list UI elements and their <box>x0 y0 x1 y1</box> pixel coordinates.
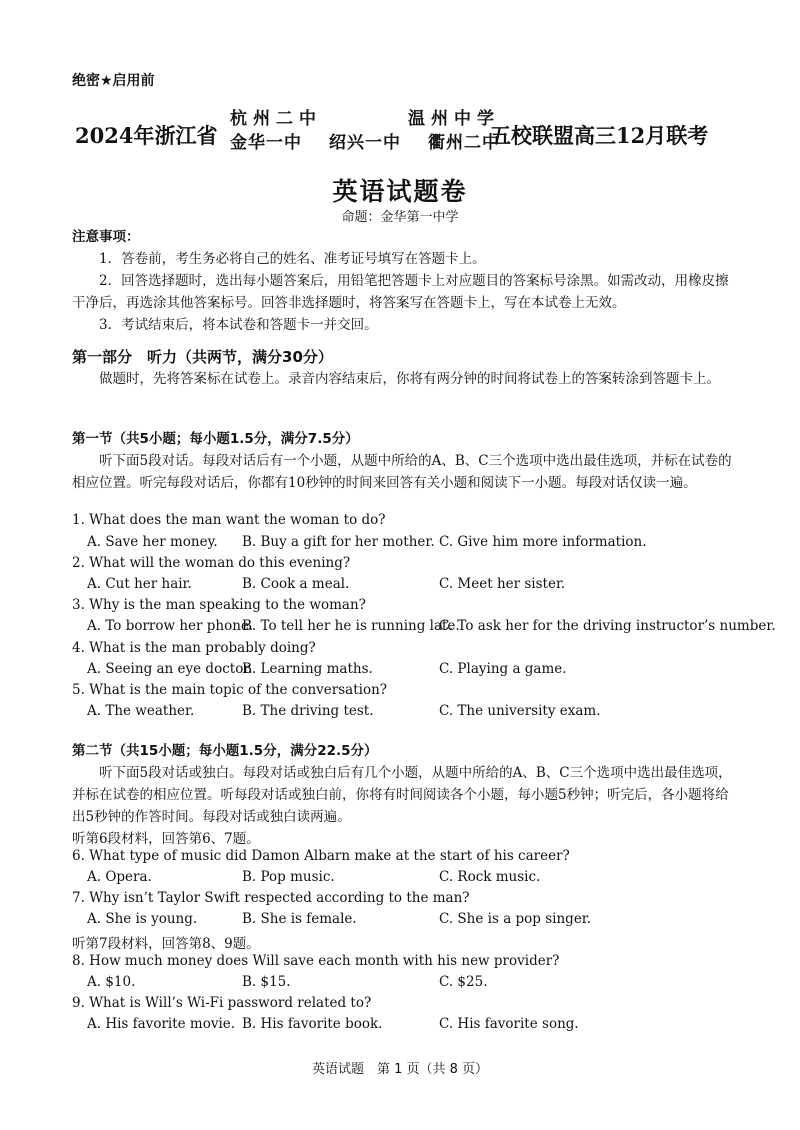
option-b: B. The driving test. <box>242 703 374 719</box>
options-3 <box>87 618 776 638</box>
options-1 <box>87 534 747 554</box>
option-c: C. To ask her for the driving instructor’s number. <box>439 618 776 634</box>
option-c: C. Meet her sister. <box>439 576 566 592</box>
question-3: 3. Why is the man speaking to the woman? <box>72 597 366 613</box>
option-b: B. $15. <box>242 974 291 990</box>
question-6: 6. What type of music did Damon Albarn make at the start of his career? <box>72 848 570 864</box>
notes-heading: 注意事项： <box>72 229 140 245</box>
option-c: C. $25. <box>439 974 488 990</box>
options-4 <box>87 661 747 681</box>
option-b: B. She is female. <box>242 911 357 927</box>
material-instruction: 听第6段材料，回答第6、7题。 <box>72 831 260 847</box>
header-union-exam: 五校联盟高三12月联考 <box>490 123 709 148</box>
options-6 <box>87 869 747 889</box>
options-9 <box>87 1016 747 1036</box>
note-item: 3．考试结束后，将本试卷和答题卡一并交回。 <box>99 317 378 333</box>
option-c: C. Rock music. <box>439 869 541 885</box>
part1-title: 第一部分 听力（共两节，满分30分） <box>72 348 333 366</box>
notes-section <box>72 226 734 336</box>
note-item: 2．回答选择题时，选出每小题答案后，用铅笔把答题卡上对应题目的答案标号涂黑。如需改动，用橡皮擦干净后，再选涂其他答案标号。回答非选择题时，将答案写在答题卡上，写在本试卷上无效。 <box>72 273 729 311</box>
option-b: B. Learning maths. <box>242 661 373 677</box>
page-title: 英语试题卷 <box>332 177 468 206</box>
school-name: 杭州二中 <box>230 109 322 129</box>
option-a: A. Seeing an eye doctor. <box>87 661 253 677</box>
school-name: 金华一中 <box>230 133 302 153</box>
question-5: 5. What is the main topic of the conversation? <box>72 682 388 698</box>
options-7 <box>87 911 747 931</box>
option-b: B. His favorite book. <box>242 1016 383 1032</box>
option-a: A. Save her money. <box>87 534 218 550</box>
school-name: 衢州二中 <box>428 133 500 153</box>
confidential-label: 绝密★启用前 <box>72 73 155 89</box>
question-1: 1. What does the man want the woman to do? <box>72 512 386 528</box>
option-b: B. Buy a gift for her mother. <box>242 534 435 550</box>
option-b: B. Cook a meal. <box>242 576 350 592</box>
section2-intro: 听下面5段对话或独白。每段对话或独白后有几个小题，从题中所给的A、B、C三个选项中选出最佳选项，并标在试卷的相应位置。听每段对话或独白前，你将有时间阅读各个小题，每小题5秒钟；听完后，各小题将给出5秒钟的作答时间。每段对话或独白读两遍。 <box>72 765 732 825</box>
material-instruction: 听第7段材料，回答第8、9题。 <box>72 936 260 952</box>
options-8 <box>87 974 747 994</box>
question-8: 8. How much money does Will save each month with his new provider? <box>72 953 560 969</box>
question-7: 7. Why isn’t Taylor Swift respected according to the man? <box>72 890 470 906</box>
section1-title: 第一节（共5小题；每小题1.5分，满分7.5分） <box>72 431 359 447</box>
section1-intro: 听下面5段对话。每段对话后有一个小题，从题中所给的A、B、C三个选项中选出最佳选项，并标在试卷的相应位置。听完每段对话后，你都有10秒钟的时间来回答有关小题和阅读下一小题。每段对话仅读一遍。 <box>72 453 732 491</box>
option-c: C. His favorite song. <box>439 1016 579 1032</box>
options-2 <box>87 576 747 596</box>
option-c: C. She is a pop singer. <box>439 911 592 927</box>
section1 <box>72 428 734 494</box>
part1-section <box>72 346 734 390</box>
option-c: C. Playing a game. <box>439 661 567 677</box>
school-name: 绍兴一中 <box>329 133 401 153</box>
option-a: A. The weather. <box>87 703 195 719</box>
part1-intro: 做题时，先将答案标在试卷上。录音内容结束后，你将有两分钟的时间将试卷上的答案转涂到答题卡上。 <box>99 371 720 387</box>
option-a: A. Opera. <box>87 869 152 885</box>
question-2: 2. What will the woman do this evening? <box>72 555 351 571</box>
option-c: C. Give him more information. <box>439 534 647 550</box>
option-b: B. To tell her he is running late. <box>242 618 460 634</box>
question-4: 4. What is the man probably doing? <box>72 640 316 656</box>
header-year-province: 2024年浙江省 <box>75 123 218 148</box>
option-a: A. She is young. <box>87 911 198 927</box>
school-list <box>230 104 500 152</box>
option-a: A. To borrow her phone. <box>87 618 254 634</box>
option-a: A. Cut her hair. <box>87 576 192 592</box>
page-footer: 英语试题 第 1 页（共 8 页） <box>311 1062 489 1077</box>
note-item: 1．答卷前，考生务必将自己的姓名、准考证号填写在答题卡上。 <box>99 251 486 267</box>
question-9: 9. What is Will’s Wi-Fi password related to? <box>72 995 372 1011</box>
section2 <box>72 740 734 850</box>
section2-title: 第二节（共15小题；每小题1.5分，满分22.5分） <box>72 743 378 759</box>
option-a: A. His favorite movie. <box>87 1016 236 1032</box>
option-a: A. $10. <box>87 974 136 990</box>
options-5 <box>87 703 747 723</box>
option-b: B. Pop music. <box>242 869 335 885</box>
option-c: C. The university exam. <box>439 703 601 719</box>
school-name: 温州中学 <box>408 109 500 129</box>
setter-line: 命题：金华第一中学 <box>341 210 459 225</box>
